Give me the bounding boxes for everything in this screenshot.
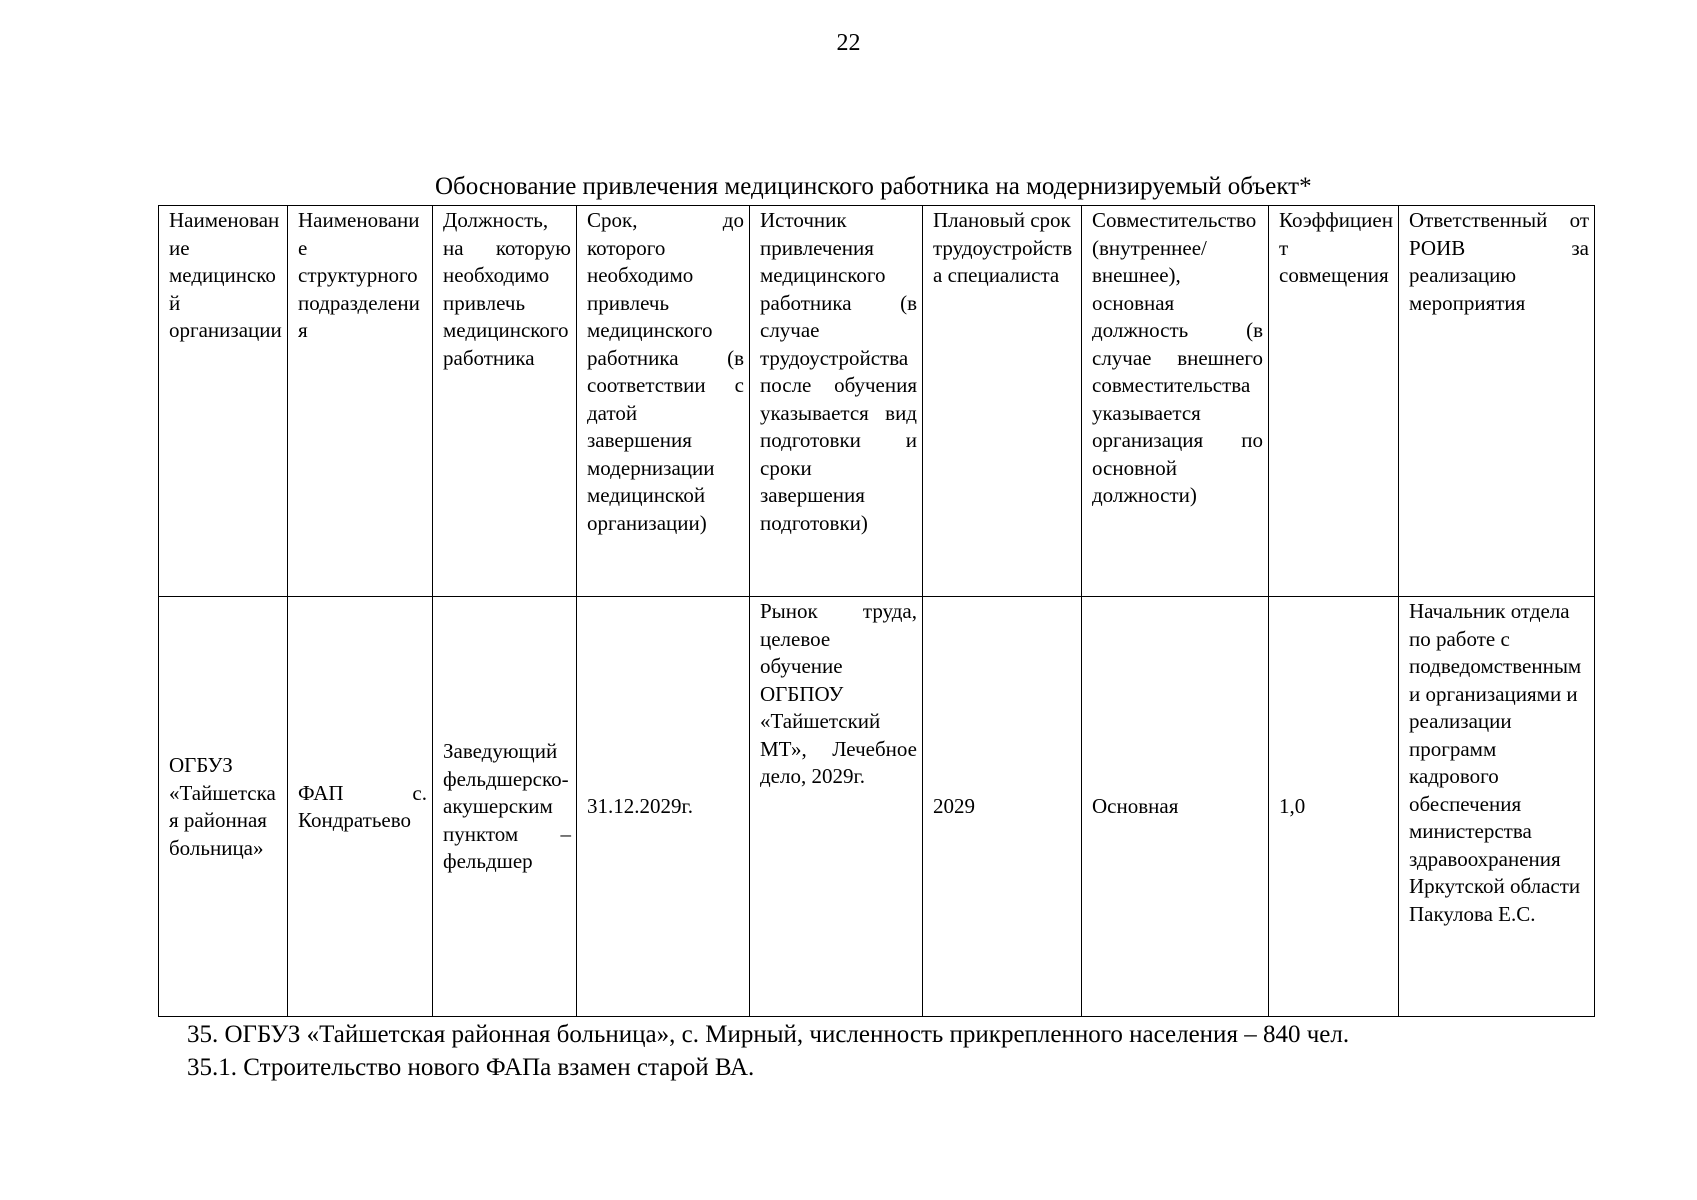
cell-source: Рынок труда, целевое обучение ОГБПОУ «Тайшетский МТ», Лечебное дело, 2029г. [750,597,923,1017]
table-title: Обоснование привлечения медицинского работника на модернизируемый объект* [435,173,1312,200]
cell-combination: Основная [1082,597,1269,1017]
footer-item-35-1: 35.1. Строительство нового ФАПа взамен старой ВА. [187,1054,755,1081]
cell-deadline: 31.12.2029г. [577,597,750,1017]
cell-position: Заведующий фельдшерско-акушерским пунктом – фельдшер [433,597,577,1017]
table-row [159,597,1595,1017]
header-responsible: Ответственный от РОИВ за реализацию мероприятия [1399,206,1595,597]
justification-table [158,205,1595,1017]
table-header-row [159,206,1595,597]
cell-subdivision: ФАП с. Кондратьево [288,597,433,1017]
cell-coefficient: 1,0 [1269,597,1399,1017]
header-position: Должность, на которую необходимо привлечь медицинского работника [433,206,577,597]
cell-planned-term: 2029 [923,597,1082,1017]
header-deadline: Срок, до которого необходимо привлечь медицинского работника (в соответствии с датой завершения модернизации медицинской организации) [577,206,750,597]
page-number: 22 [836,30,861,56]
cell-organization: ОГБУЗ «Тайшетская районная больница» [159,597,288,1017]
header-organization: Наименование медицинской организации [159,206,288,597]
cell-responsible: Начальник отдела по работе с подведомственными организациями и реализации программ кадрового обеспечения министерства здравоохранения Иркутской области Пакулова Е.С. [1399,597,1595,1017]
header-source: Источник привлечения медицинского работника (в случае трудоустройства после обучения указывается вид подготовки и сроки завершения подготовки) [750,206,923,597]
header-subdivision: Наименование структурного подразделения [288,206,433,597]
footer-item-35: 35. ОГБУЗ «Тайшетская районная больница», с. Мирный, численность прикрепленного населения – 840 чел. [187,1021,1350,1048]
header-coefficient: Коэффициент совмещения [1269,206,1399,597]
header-planned-term: Плановый срок трудоустройства специалиста [923,206,1082,597]
header-combination: Совместительство (внутреннее/внешнее), основная должность (в случае внешнего совместительства указывается организация по основной должности) [1082,206,1269,597]
